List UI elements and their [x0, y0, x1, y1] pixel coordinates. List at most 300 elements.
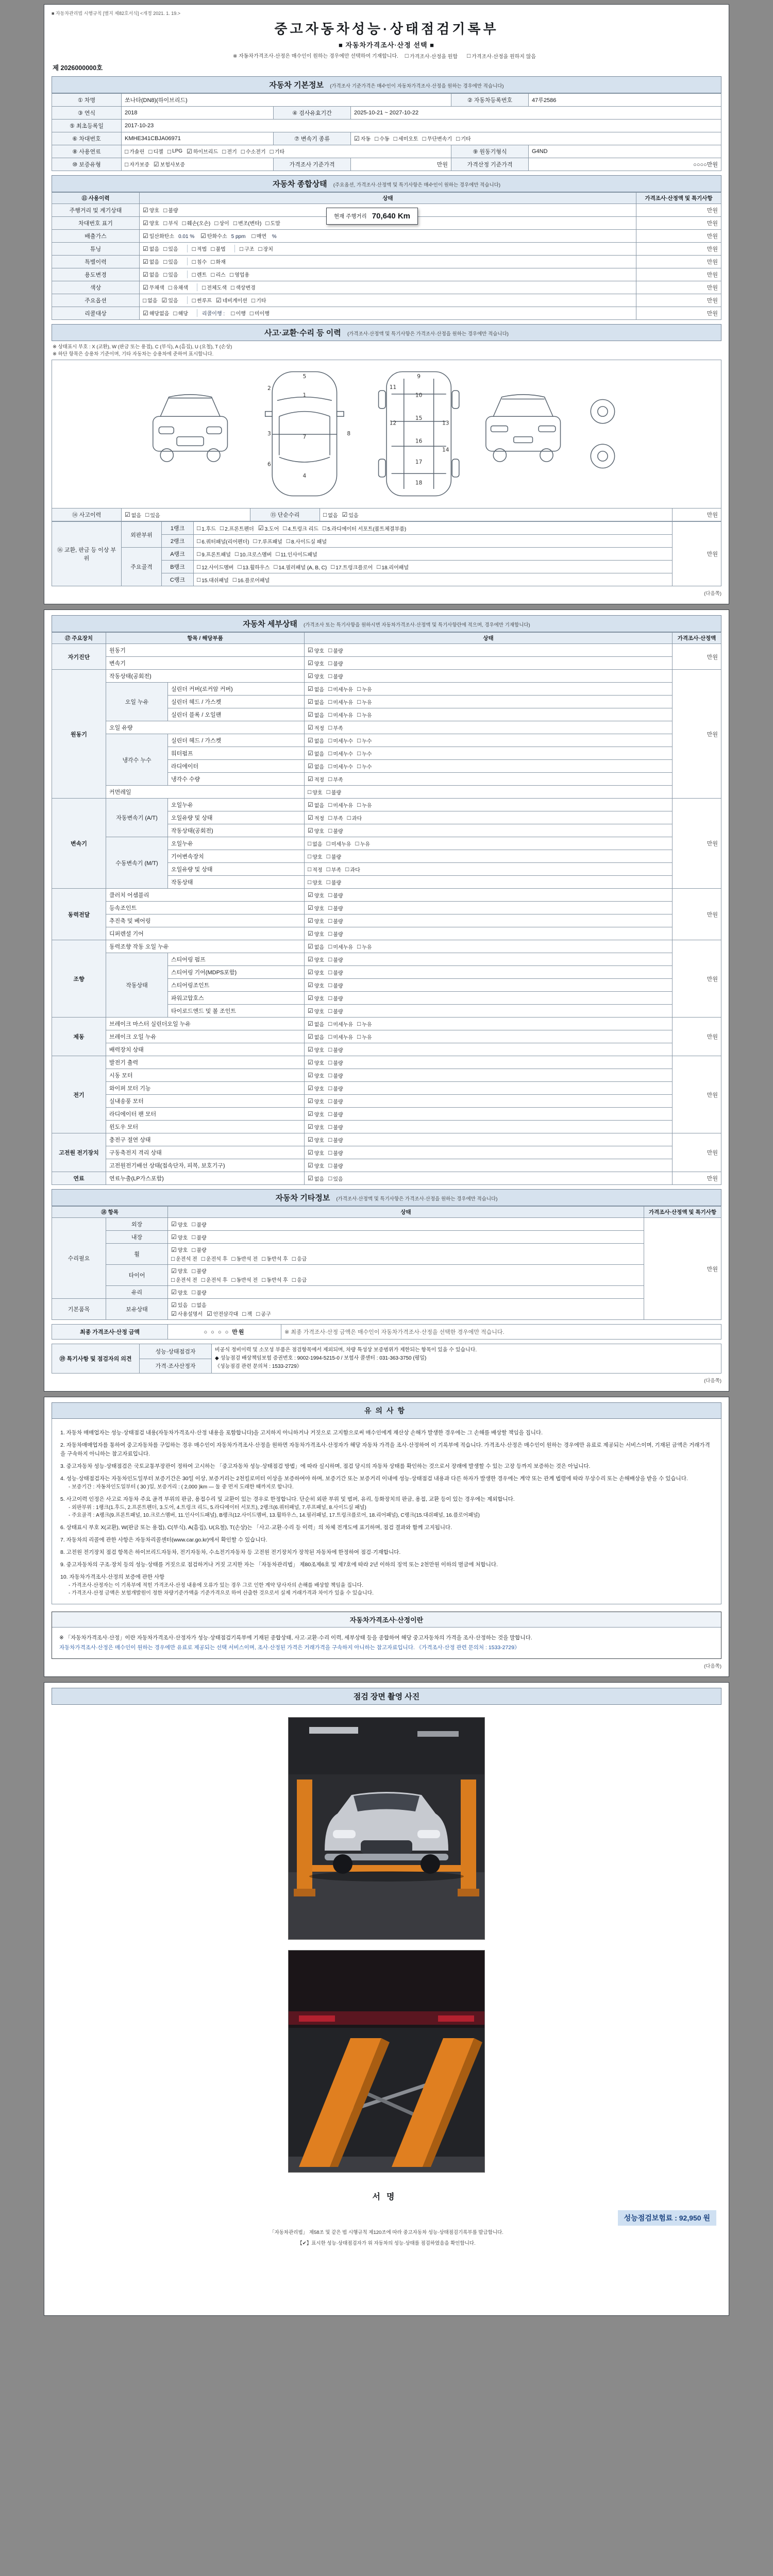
- checkbox-option[interactable]: [357, 1020, 372, 1028]
- panel-number: 17: [415, 459, 423, 465]
- opinion-line-2: ◆ 성능점검 배상책임보험 증권번호 : 9002-1994-5215-0 / 보험사 콜센터 : 031-363-3750 (평일): [215, 1355, 427, 1361]
- checkbox-option[interactable]: [328, 672, 343, 680]
- checkbox-option[interactable]: [308, 969, 324, 976]
- checkbox-unchecked-icon: □: [270, 147, 274, 155]
- checkbox-option[interactable]: [262, 1276, 288, 1283]
- checkbox-option[interactable]: [292, 1276, 307, 1283]
- checkbox-option[interactable]: [171, 1310, 203, 1317]
- checkbox-option[interactable]: [197, 537, 249, 545]
- checkbox-option[interactable]: [145, 511, 160, 519]
- checkbox-option[interactable]: [182, 219, 211, 227]
- checkbox-unchecked-icon: □: [405, 52, 409, 59]
- checkbox-checked-icon: ☑: [143, 232, 148, 240]
- opinion-text-cell: [212, 1344, 721, 1374]
- checkbox-label: 자가보증: [129, 162, 149, 168]
- checkbox-option[interactable]: [270, 147, 285, 155]
- checkbox-option[interactable]: [308, 1149, 324, 1157]
- checkbox-label: 없음: [149, 260, 160, 265]
- checkbox-option[interactable]: [192, 258, 207, 265]
- sub-item-label: 수동변속기 (M/T): [106, 837, 168, 889]
- checkbox-label: 양호: [314, 1099, 325, 1105]
- checkbox-unchecked-icon: □: [328, 711, 332, 718]
- checkbox-option[interactable]: [328, 1072, 343, 1079]
- other-item-label: 외장: [106, 1218, 168, 1231]
- title-block: [52, 19, 721, 60]
- checkbox-option[interactable]: [235, 550, 272, 558]
- notice-item: - 가격조사·산정자는 이 기록부에 적힌 가격조사·산정 내용에 오류가 있는 경우 그로 인한 계약 당사자의 손해를 배상할 책임을 집니다.: [69, 1582, 363, 1588]
- checkbox-unchecked-icon: □: [182, 219, 186, 227]
- checkbox-option[interactable]: [231, 309, 246, 317]
- checkbox-option[interactable]: [342, 511, 359, 519]
- checkbox-option[interactable]: [357, 711, 372, 719]
- checkbox-option[interactable]: [327, 878, 342, 886]
- column-header-state: 상태: [140, 192, 636, 204]
- notice-item: 6. 상태표시 부호 X(교환), W(판금 또는 용접), C(부식), A(흠집), U(요철), T(손상)는 「사고·교환·수리 등 이력」의 차체 전개도에 표기하며, 점검 결과와 함께 고지됩니다.: [60, 1524, 452, 1531]
- checkbox-option[interactable]: [308, 943, 324, 951]
- checkbox-option[interactable]: [308, 1072, 324, 1079]
- checkbox-label: 부족: [333, 725, 343, 732]
- checkbox-option[interactable]: [308, 698, 324, 706]
- checkbox-unchecked-icon: □: [328, 943, 332, 950]
- checkbox-option[interactable]: [357, 943, 372, 951]
- checkbox-option[interactable]: [308, 801, 324, 809]
- price-survey-select-note: ※ 자동차가격조사·산정은 매수인이 원하는 경우에만 선택하여 기재합니다.: [232, 54, 398, 59]
- checkbox-option[interactable]: [328, 1136, 343, 1144]
- device-name: 제동: [52, 1018, 106, 1056]
- device-name: 조향: [52, 940, 106, 1018]
- sub-item-label: 오일 누유: [106, 683, 168, 721]
- checkbox-unchecked-icon: □: [328, 775, 332, 783]
- checkbox-option[interactable]: [308, 930, 324, 938]
- checkbox-option[interactable]: [192, 1289, 207, 1296]
- checkbox-option[interactable]: [163, 270, 178, 278]
- checkbox-option[interactable]: [192, 270, 207, 278]
- checkbox-label: 양호: [314, 661, 325, 667]
- checkbox-option[interactable]: [283, 524, 318, 532]
- checkbox-option[interactable]: [154, 160, 185, 168]
- checkbox-option[interactable]: [125, 147, 144, 155]
- checkbox-option[interactable]: [328, 814, 343, 822]
- insurance-fee-badge: [618, 2210, 716, 2226]
- checkbox-option[interactable]: [231, 1255, 258, 1262]
- checkbox-option[interactable]: [328, 1007, 343, 1015]
- state-cell: [305, 657, 673, 670]
- checkbox-option[interactable]: [173, 309, 188, 317]
- document-subtitle: ■ 자동차가격조사·산정 선택 ■: [338, 41, 434, 49]
- checkbox-option[interactable]: [354, 134, 371, 142]
- checkbox-option[interactable]: [222, 147, 237, 155]
- checkbox-option[interactable]: [197, 563, 233, 571]
- checkbox-option[interactable]: [143, 258, 159, 265]
- price-survey-info-title: 자동차가격조사·산정이란: [52, 1612, 721, 1628]
- checkbox-option[interactable]: [143, 309, 169, 317]
- part-name: 실내송풍 모터: [106, 1095, 305, 1108]
- checkbox-option[interactable]: [233, 219, 262, 227]
- part-name: 작동상태: [168, 876, 305, 889]
- section-header-photos: [52, 1688, 721, 1705]
- checkbox-option[interactable]: [328, 994, 343, 1002]
- checkbox-option[interactable]: [292, 1255, 307, 1262]
- checkbox-option[interactable]: [328, 930, 343, 938]
- checkbox-option[interactable]: [347, 814, 362, 822]
- checkbox-option[interactable]: [328, 775, 343, 783]
- checkbox-option[interactable]: [211, 245, 226, 252]
- model-year-value: 2018: [122, 106, 274, 119]
- checkbox-option[interactable]: [192, 1267, 207, 1275]
- checkbox-option[interactable]: [171, 1233, 188, 1241]
- checkbox-option[interactable]: [308, 685, 324, 693]
- checkbox-option[interactable]: [308, 981, 324, 989]
- checkbox-unchecked-icon: □: [328, 1175, 332, 1182]
- table-row: [52, 1325, 721, 1340]
- checkbox-option[interactable]: [242, 1310, 252, 1317]
- checkbox-label: 훼손(오손): [187, 221, 211, 227]
- checkbox-option[interactable]: [328, 801, 353, 809]
- checkbox-option[interactable]: [258, 245, 273, 252]
- checkbox-option[interactable]: [216, 296, 247, 304]
- checkbox-option[interactable]: [308, 814, 324, 822]
- checkbox-option[interactable]: [308, 724, 324, 732]
- checkbox-option[interactable]: [251, 296, 266, 304]
- checkbox-option[interactable]: [328, 1020, 353, 1028]
- calc-base-price-value: ○○○○만원: [529, 158, 721, 171]
- checkbox-checked-icon: ☑: [308, 659, 313, 667]
- checkbox-option[interactable]: [328, 891, 343, 899]
- checkbox-option[interactable]: [328, 711, 353, 719]
- checkbox-option[interactable]: [250, 309, 270, 317]
- checkbox-option[interactable]: [308, 994, 324, 1002]
- price-cell: 만원: [673, 644, 721, 670]
- checkbox-option[interactable]: [230, 270, 249, 278]
- checkbox-option[interactable]: [328, 685, 353, 693]
- checkbox-option[interactable]: [162, 296, 178, 304]
- checkbox-unchecked-icon: □: [163, 206, 167, 214]
- device-name: 변속기: [52, 799, 106, 889]
- checkbox-option[interactable]: [192, 1221, 207, 1228]
- part-name: 스티어링조인트: [168, 979, 305, 992]
- other-info-table: [52, 1206, 721, 1320]
- checkbox-option[interactable]: [201, 1255, 228, 1262]
- checkbox-option[interactable]: [192, 1301, 207, 1309]
- checkbox-option[interactable]: [197, 576, 229, 584]
- checkbox-label: 양호: [314, 1138, 325, 1144]
- checkbox-option[interactable]: [328, 647, 343, 654]
- opinion-line-3: 《성능점검 관련 문의처 : 1533-2729》: [215, 1364, 302, 1369]
- checkbox-option[interactable]: [308, 1046, 324, 1054]
- checkbox-label: 없음: [312, 841, 323, 848]
- checkbox-unchecked-icon: □: [328, 891, 332, 899]
- checkbox-option[interactable]: [171, 1301, 188, 1309]
- checkbox-option[interactable]: [254, 537, 282, 545]
- checkbox-option[interactable]: [202, 283, 227, 291]
- checkbox-unchecked-icon: □: [355, 840, 359, 847]
- checkbox-unchecked-icon: □: [375, 134, 379, 142]
- checkbox-option[interactable]: [258, 524, 279, 532]
- checkbox-option[interactable]: [308, 866, 323, 873]
- checkbox-option[interactable]: [169, 283, 188, 291]
- checkbox-option[interactable]: [308, 1136, 324, 1144]
- checkbox-option[interactable]: [328, 1059, 343, 1066]
- sub-options-line: [171, 1255, 641, 1262]
- part-name: 오일유량 및 상태: [168, 863, 305, 876]
- checkbox-option[interactable]: [405, 52, 458, 60]
- checkbox-option[interactable]: [308, 827, 324, 835]
- checkbox-unchecked-icon: □: [328, 659, 332, 667]
- checkbox-option[interactable]: [192, 1246, 207, 1253]
- checkbox-option[interactable]: [328, 750, 353, 757]
- panel-number-labels: [267, 374, 449, 486]
- checkbox-option[interactable]: [171, 1221, 188, 1228]
- checkbox-option[interactable]: [197, 550, 231, 558]
- checkbox-option[interactable]: [262, 1255, 288, 1262]
- checkbox-option[interactable]: [323, 511, 338, 519]
- checkbox-option[interactable]: [308, 711, 324, 719]
- checkbox-option[interactable]: [241, 147, 266, 155]
- part-name: 실린더 커버(로커암 커버): [168, 683, 305, 696]
- checkbox-option[interactable]: [308, 659, 324, 667]
- checkbox-option[interactable]: [308, 956, 324, 963]
- checkbox-option[interactable]: [163, 206, 178, 214]
- checkbox-option[interactable]: [200, 232, 227, 240]
- checkbox-option[interactable]: [328, 981, 343, 989]
- checkbox-option[interactable]: [238, 563, 270, 571]
- checkbox-option[interactable]: [308, 1007, 324, 1015]
- checkbox-option[interactable]: [328, 956, 343, 963]
- checkbox-option[interactable]: [201, 1276, 228, 1283]
- checkbox-option[interactable]: [308, 788, 323, 796]
- checkbox-label: 양호: [314, 957, 325, 963]
- checkbox-option[interactable]: [308, 878, 323, 886]
- checkbox-option[interactable]: [355, 840, 370, 848]
- checkbox-option[interactable]: [328, 1084, 343, 1092]
- checkbox-option[interactable]: [328, 1046, 343, 1054]
- checkbox-option[interactable]: [308, 1033, 324, 1041]
- checkbox-option[interactable]: [308, 917, 324, 925]
- checkbox-option[interactable]: [171, 1246, 188, 1253]
- checkbox-option[interactable]: [143, 283, 164, 291]
- checkbox-option[interactable]: [467, 52, 536, 60]
- checkbox-option[interactable]: [357, 750, 372, 757]
- checkbox-option[interactable]: [328, 737, 353, 744]
- checkbox-option[interactable]: [233, 576, 270, 584]
- checkbox-option[interactable]: [331, 563, 373, 571]
- checkbox-option[interactable]: [308, 647, 324, 654]
- checkbox-option[interactable]: [357, 737, 372, 744]
- checkbox-unchecked-icon: □: [357, 698, 361, 705]
- detail-row: [52, 1095, 721, 1108]
- part-name: 커먼레일: [106, 786, 305, 799]
- checkbox-option[interactable]: [328, 1110, 343, 1118]
- checkbox-option[interactable]: [240, 245, 255, 252]
- checkbox-option[interactable]: [171, 1289, 188, 1296]
- usage-state-cell: [140, 268, 636, 281]
- checkbox-unchecked-icon: □: [192, 1267, 196, 1275]
- column-header-price: 가격조사·산정액: [673, 633, 721, 644]
- checkbox-option[interactable]: [328, 762, 353, 770]
- detail-row: [52, 1056, 721, 1069]
- notice-item: 10. 자동차가격조사·산정의 보증에 관한 사항: [60, 1573, 165, 1580]
- checkbox-label: 동반석 후: [266, 1278, 288, 1283]
- checkbox-option[interactable]: [211, 270, 226, 278]
- checkbox-unchecked-icon: □: [173, 309, 177, 317]
- checkbox-option[interactable]: [327, 853, 342, 860]
- checkbox-option[interactable]: [211, 258, 226, 265]
- checkbox-option[interactable]: [187, 147, 218, 155]
- checkbox-option[interactable]: [308, 750, 324, 757]
- price-cell: 만원: [673, 509, 721, 521]
- checkbox-label: 불량: [333, 996, 343, 1002]
- checkbox-option[interactable]: [251, 232, 266, 240]
- checkbox-option[interactable]: [207, 1310, 238, 1317]
- checkbox-option[interactable]: [323, 524, 406, 532]
- checkbox-option[interactable]: [328, 1033, 353, 1041]
- inspection-photo-lift-ramp: [288, 1950, 485, 2173]
- checkbox-option[interactable]: [214, 219, 229, 227]
- checkbox-option[interactable]: [192, 1233, 207, 1241]
- checkbox-option[interactable]: [328, 724, 343, 732]
- checkbox-option[interactable]: [143, 232, 174, 240]
- column-header-state: 상태: [168, 1207, 644, 1218]
- checkbox-option[interactable]: [328, 917, 343, 925]
- checkbox-option[interactable]: [143, 245, 159, 252]
- checkbox-label: 미세누유: [331, 841, 351, 848]
- checkbox-option[interactable]: [276, 550, 317, 558]
- checkbox-option[interactable]: [328, 1097, 343, 1105]
- checkbox-option[interactable]: [287, 537, 327, 545]
- checkbox-checked-icon: ☑: [161, 296, 167, 304]
- checkbox-option[interactable]: [308, 1162, 324, 1170]
- checkbox-option[interactable]: [327, 866, 342, 873]
- state-cell: [305, 1082, 673, 1095]
- checkbox-label: 있음: [168, 298, 178, 304]
- checkbox-option[interactable]: [308, 775, 324, 783]
- checkbox-label: 양호: [314, 1060, 325, 1066]
- checkbox-option[interactable]: [423, 134, 452, 142]
- checkbox-option[interactable]: [231, 1276, 258, 1283]
- checkbox-option[interactable]: [328, 969, 343, 976]
- checkbox-option[interactable]: [308, 737, 324, 744]
- checkbox-checked-icon: ☑: [308, 814, 313, 821]
- checkbox-option[interactable]: [308, 1123, 324, 1131]
- price-cell: 만원: [673, 799, 721, 889]
- checkbox-option[interactable]: [308, 762, 324, 770]
- checkbox-option[interactable]: [328, 1162, 343, 1170]
- checkbox-option[interactable]: [192, 245, 207, 252]
- checkbox-option[interactable]: [143, 296, 158, 304]
- final-price-table: [52, 1324, 721, 1340]
- checkbox-option[interactable]: [308, 1110, 324, 1118]
- detail-row: [52, 927, 721, 940]
- checkbox-option[interactable]: [171, 1276, 197, 1283]
- other-state-cell: [168, 1231, 644, 1244]
- checkbox-option[interactable]: [308, 1084, 324, 1092]
- checkbox-label: 유채색: [173, 285, 188, 291]
- checkbox-checked-icon: ☑: [258, 524, 264, 532]
- checkbox-option[interactable]: [394, 134, 418, 142]
- checkbox-option[interactable]: [357, 685, 372, 693]
- panel-number: 3: [267, 430, 271, 437]
- checkbox-option[interactable]: [308, 1020, 324, 1028]
- checkbox-option[interactable]: [171, 1255, 197, 1262]
- checkbox-option[interactable]: [220, 524, 254, 532]
- checkbox-unchecked-icon: □: [328, 1136, 332, 1143]
- checkbox-option[interactable]: [197, 524, 216, 532]
- checkbox-label: 양호: [177, 1269, 188, 1275]
- checkbox-option[interactable]: [377, 563, 409, 571]
- checkbox-option[interactable]: [148, 147, 163, 155]
- checkbox-unchecked-icon: □: [192, 270, 196, 278]
- checkbox-option[interactable]: [357, 698, 372, 706]
- checkbox-option[interactable]: [328, 659, 343, 667]
- checkbox-option[interactable]: [328, 943, 353, 951]
- checkbox-option[interactable]: [308, 853, 323, 860]
- state-cell: [305, 747, 673, 760]
- checkbox-option[interactable]: [125, 511, 141, 519]
- checkbox-option[interactable]: [192, 296, 212, 304]
- checkbox-option[interactable]: [308, 904, 324, 912]
- checkbox-option[interactable]: [163, 245, 178, 252]
- part-name: 와이퍼 모터 기능: [106, 1082, 305, 1095]
- checkbox-option[interactable]: [328, 904, 343, 912]
- checkbox-option[interactable]: [265, 219, 280, 227]
- checkbox-option[interactable]: [308, 1175, 324, 1182]
- checkbox-option[interactable]: [328, 827, 343, 835]
- checkbox-option[interactable]: [308, 1059, 324, 1066]
- checkbox-option[interactable]: [328, 1123, 343, 1131]
- part-name: 클러치 어셈블리: [106, 889, 305, 902]
- checkbox-option[interactable]: [167, 148, 182, 155]
- checkbox-option[interactable]: [308, 840, 323, 848]
- checkbox-label: 없음: [314, 713, 325, 719]
- checkbox-option[interactable]: [163, 219, 178, 227]
- part-name: 워터펌프: [168, 747, 305, 760]
- checkbox-option[interactable]: [143, 270, 159, 278]
- checkbox-option[interactable]: [274, 563, 327, 571]
- checkbox-option[interactable]: [328, 1149, 343, 1157]
- checkbox-option[interactable]: [327, 788, 342, 796]
- checkbox-option[interactable]: [357, 1033, 372, 1041]
- checkbox-option[interactable]: [256, 1310, 271, 1317]
- checkbox-option[interactable]: [163, 258, 178, 265]
- detail-row: [52, 1121, 721, 1133]
- checkbox-option[interactable]: [231, 283, 256, 291]
- checkbox-option[interactable]: [143, 206, 159, 214]
- checkbox-unchecked-icon: □: [163, 270, 167, 278]
- checkbox-option[interactable]: [327, 840, 351, 848]
- checkbox-label: 없음: [314, 1035, 325, 1041]
- next-page-marker: (다음쪽): [704, 1664, 721, 1670]
- checkbox-unchecked-icon: □: [328, 647, 332, 654]
- checkbox-label: 과다: [350, 867, 360, 873]
- checkbox-option[interactable]: [308, 1097, 324, 1105]
- checkbox-option[interactable]: [125, 160, 149, 168]
- checkbox-option[interactable]: [308, 891, 324, 899]
- checkbox-option[interactable]: [328, 1175, 343, 1182]
- checkbox-option[interactable]: [171, 1267, 188, 1275]
- checkbox-checked-icon: ☑: [308, 724, 313, 731]
- checkbox-option[interactable]: [375, 134, 390, 142]
- checkbox-option[interactable]: [345, 866, 360, 873]
- checkbox-option[interactable]: [456, 134, 471, 142]
- checkbox-option[interactable]: [357, 801, 372, 809]
- checkbox-label: 불량: [333, 919, 343, 925]
- detail-row: [52, 914, 721, 927]
- checkbox-option[interactable]: [308, 672, 324, 680]
- checkbox-option[interactable]: [357, 762, 372, 770]
- checkbox-option[interactable]: [143, 219, 159, 227]
- checkbox-unchecked-icon: □: [211, 245, 215, 252]
- checkbox-option[interactable]: [328, 698, 353, 706]
